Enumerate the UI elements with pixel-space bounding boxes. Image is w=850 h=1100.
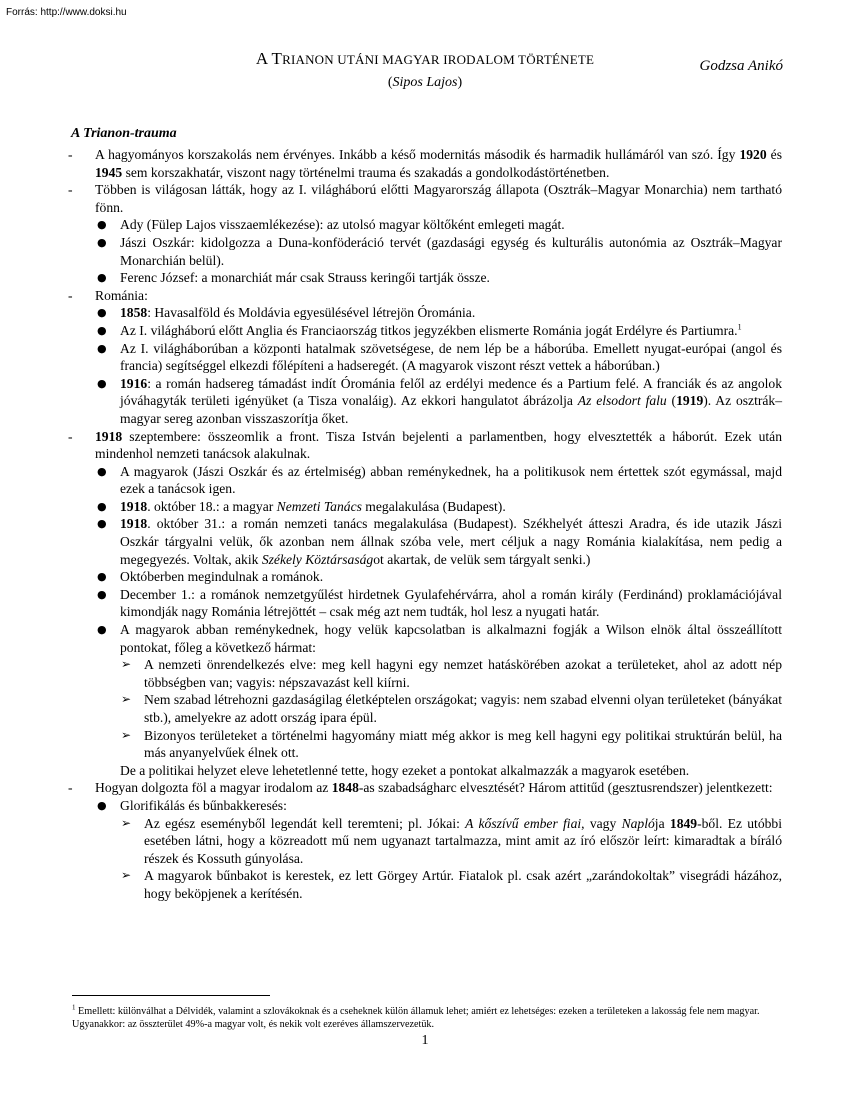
text: szeptembere: összeomlik a front. Tisza István bejelenti a parlamentben, hogy elvesztették a háborút. Ezek után mindenhol nemzeti tanácsok alakulnak.	[95, 428, 782, 462]
italic-term: Székely Köztársaság	[261, 551, 374, 567]
bullet-marker: ●	[97, 464, 107, 478]
list-item	[62, 304, 782, 322]
text: A magyarok bűnbakot is kerestek, ez lett Görgey Artúr. Fiatalok pl. csak azért „zarándokoltak” visegrádi házához, hogy beköpjenek a kerítésén.	[144, 868, 782, 901]
bold-year: 1920	[739, 147, 767, 162]
dash-marker: -	[68, 287, 73, 303]
footnote-divider	[72, 995, 270, 996]
dash-marker: -	[68, 182, 73, 198]
list-item	[62, 322, 782, 340]
text: A hagyományos korszakolás nem érvényes. Inkább a késő modernitás második és harmadik hullámáról van szó. Így	[95, 147, 740, 162]
bold-year: 1918	[120, 498, 148, 514]
subtitle-open-paren: (	[387, 75, 393, 90]
footnote	[72, 1005, 782, 1031]
arrow-marker: ➢	[121, 815, 132, 830]
bold-year: 1848	[331, 780, 359, 796]
text: A magyarok (Jászi Oszkár és az értelmiség) abban reménykednek, ha a politikusok nem értettek szót egymással, majd ezek a tanácsok igen.	[120, 463, 782, 497]
bold-year: 1918	[120, 516, 148, 532]
text: Az I. világháborúban a központi hatalmak szövetségese, de nem lép be a háborúba. Emellett nyugat-európai (angol és francia) segítséggel elkezdi főlépíteni a hadseregét. (A magyarok viszont részt vettek a háborúban.)	[120, 340, 782, 374]
list-item	[62, 498, 782, 516]
italic-term: Nemzeti Tanács	[276, 498, 362, 514]
text: (	[666, 393, 677, 409]
list-item	[62, 691, 782, 726]
text: Az I. világháború előtt Anglia és Franciaország titkos jegyzékben elismerte Románia jogát Erdélyre és Partiumra.	[120, 322, 738, 338]
bold-year: 1945	[95, 164, 123, 180]
list-item	[62, 234, 782, 269]
bold-year: 1849	[669, 815, 698, 831]
title-letter-t: T	[271, 49, 283, 68]
arrow-marker: ➢	[121, 657, 132, 672]
footnote-reference[interactable]: 1	[737, 322, 742, 332]
list-item	[62, 621, 782, 656]
bullet-marker: ●	[97, 623, 107, 637]
author: Godzsa Anikó	[699, 58, 783, 74]
bold-year: 1916	[120, 375, 148, 391]
text: ja	[654, 815, 670, 831]
list-item	[62, 340, 782, 375]
text: sem korszakhatár, viszont nagy történelmi trauma és szakadás a gondolkodástörténetben.	[122, 164, 610, 180]
dash-marker: -	[68, 428, 73, 444]
bullet-marker: ●	[97, 798, 107, 812]
list-item	[62, 656, 782, 691]
list-item	[62, 463, 782, 498]
text: Nem szabad létrehozni gazdaságilag életképtelen országokat; vagyis: nem szabad elvenni olyan területeket (bányákat stb.), amelyekre az adott ország ipara épül.	[144, 692, 782, 725]
arrow-marker: ➢	[121, 692, 132, 707]
text: A magyarok abban reménykednek, hogy velük kapcsolatban is alkalmazni fogják a Wilson elnök által összeállított pontokat, főleg a következő hármat:	[120, 622, 782, 655]
text: Ferenc József: a monarchiát már csak Strauss keringői tartják össze.	[120, 270, 490, 286]
text: Bizonyos területeket a történelmi hagyomány miatt még akkor is meg kell hagyni egy politikai struktúrán belül, ha más anyanyelvűek élnek ott.	[144, 727, 782, 761]
bullet-marker: ●	[97, 499, 107, 513]
list-item	[62, 428, 782, 463]
list-item	[62, 146, 782, 181]
text: . október 18.: a magyar	[147, 498, 277, 514]
bold-year: 1919	[676, 393, 704, 409]
italic-work-title: A kőszívű ember fiai	[465, 815, 582, 831]
title-letter-a: A	[255, 49, 268, 68]
text: Októberben megindulnak a románok.	[120, 569, 324, 585]
text: ). Az osztrák–magyar sereg azonban visszaszorítja őket.	[120, 393, 782, 426]
list-item	[62, 216, 782, 234]
footnote-number: 1	[72, 1003, 76, 1012]
text: , vagy	[581, 815, 622, 831]
list-item	[62, 815, 782, 868]
arrow-marker: ➢	[121, 727, 132, 742]
bold-year: 1858	[120, 305, 148, 321]
text: -as szabadságharc elvesztését? Három attitűd (gesztusrendszer) jelentkezett:	[358, 780, 773, 796]
bullet-marker: ●	[97, 235, 107, 249]
list-item	[62, 375, 782, 428]
bullet-marker: ●	[97, 517, 107, 531]
page-number: 1	[421, 1033, 429, 1048]
list-item	[62, 269, 782, 287]
arrow-marker: ➢	[121, 868, 132, 883]
dash-marker: -	[68, 780, 73, 796]
section-heading: A Trianon-trauma	[71, 126, 177, 141]
bullet-marker: ●	[97, 323, 107, 337]
dash-marker: -	[68, 147, 73, 162]
text: Románia:	[95, 287, 148, 303]
bullet-marker: ●	[97, 570, 107, 584]
text: Az egész eseményből legendát kell teremteni; pl. Jókai:	[144, 815, 466, 831]
bullet-marker: ●	[97, 587, 107, 601]
text: A nemzeti önrendelkezés elve: meg kell hagyni egy nemzet hatáskörében azokat a területeket, ahol az adott nép többségben van; vagyis: népszavazást kell kiírni.	[144, 657, 782, 690]
list-item	[62, 181, 782, 216]
list-item	[62, 867, 782, 902]
bullet-marker: ●	[97, 271, 107, 285]
footnote-text: Emellett: különválhat a Délvidék, valamint a szlovákoknak és a cseheknek külön államuk lehet; amiért ez lehetséges: ezeken a területeken a lakosság fele nem magyar. Ugyanakkor: az összterület 49%-a magyar volt, és nekik volt ezeréves államszervezetük.	[72, 1006, 760, 1030]
text: December 1.: a románok nemzetgyűlést hirdetnek Gyulafehérvárra, ahol a román király (Ferdinánd) proklamációjával kimondják nagy Románia létrejöttét – csak még azt nem tudták, hol lesz a nyugati határ.	[120, 586, 782, 620]
list-item	[62, 797, 782, 815]
bullet-marker: ●	[97, 218, 107, 232]
text: ot akartak, de velük sem tárgyalt senki.)	[373, 551, 591, 567]
list-item	[62, 515, 782, 568]
subtitle-close-paren: )	[457, 75, 463, 90]
bullet-marker: ●	[97, 306, 107, 320]
bullet-marker: ●	[97, 376, 107, 390]
paragraph: De a politikai helyzet eleve lehetetlenné tette, hogy ezeket a pontokat alkalmazzák a magyarok esetében.	[120, 762, 690, 778]
bullet-marker: ●	[97, 341, 107, 355]
italic-work-title: Napló	[621, 815, 655, 831]
text: Többen is világosan látták, hogy az I. világháború előtti Magyarország állapota (Osztrák–Magyar Monarchia) nem tartható fönn.	[95, 182, 782, 215]
text: Ady (Fülep Lajos visszaemlékezése): az utolsó magyar költőként emlegeti magát.	[120, 217, 565, 233]
subtitle-lecturer: Sipos Lajos	[392, 75, 458, 90]
text: -ből. Ez utóbbi esetében látni, hogy a közreadott mű nem ugyanazt tartalmazza, mint amit az író először leírt: kimaradtak a bíráló részek és Kossuth gúnyolása.	[144, 815, 783, 866]
text: . október 31.: a román nemzeti tanács megalakulása (Budapest). Székhelyét átteszi Aradra, és ide utazik Jászi Oszkár tárgyalni velük, ők azonban nem állnak szóba vele, mert céljuk a nagy Románia kialakítása, nem pedig a megegyezés. Voltak, akik	[120, 516, 782, 567]
text: Glorifikálás és bűnbakkeresés:	[120, 797, 287, 813]
bold-year: 1918	[95, 428, 123, 444]
list-item	[62, 779, 782, 797]
text: és	[766, 147, 782, 162]
document-body	[62, 146, 782, 903]
source-url: Forrás: http://www.doksi.hu	[6, 7, 127, 18]
text: Hogyan dolgozta föl a magyar irodalom az	[95, 780, 332, 796]
list-item	[62, 568, 782, 586]
list-item	[62, 727, 782, 762]
italic-work-title: Az elsodort falu	[577, 393, 667, 409]
text: : a román hadsereg támadást indít Órománia felől az erdélyi medence és a Partium felé. A franciák és az angolok jóváhagyták területi igényüket (a Tisza vonaláig). Az ekkori hangulatot ábrázolja	[120, 375, 782, 409]
text: megalakulása (Budapest).	[361, 498, 506, 514]
list-item	[62, 586, 782, 621]
text: : Havasalföld és Moldávia egyesülésével létrejön Órománia.	[147, 305, 476, 321]
document-title	[180, 49, 670, 70]
title-rest: RIANON UTÁNI MAGYAR IRODALOM TÖRTÉNETE	[282, 52, 595, 67]
document-subtitle	[180, 74, 670, 92]
text: Jászi Oszkár: kidolgozza a Duna-konföderáció tervét (gazdasági egység és kulturális autonómia az Osztrák–Magyar Monarchián belül).	[120, 234, 782, 268]
list-item	[62, 287, 782, 305]
